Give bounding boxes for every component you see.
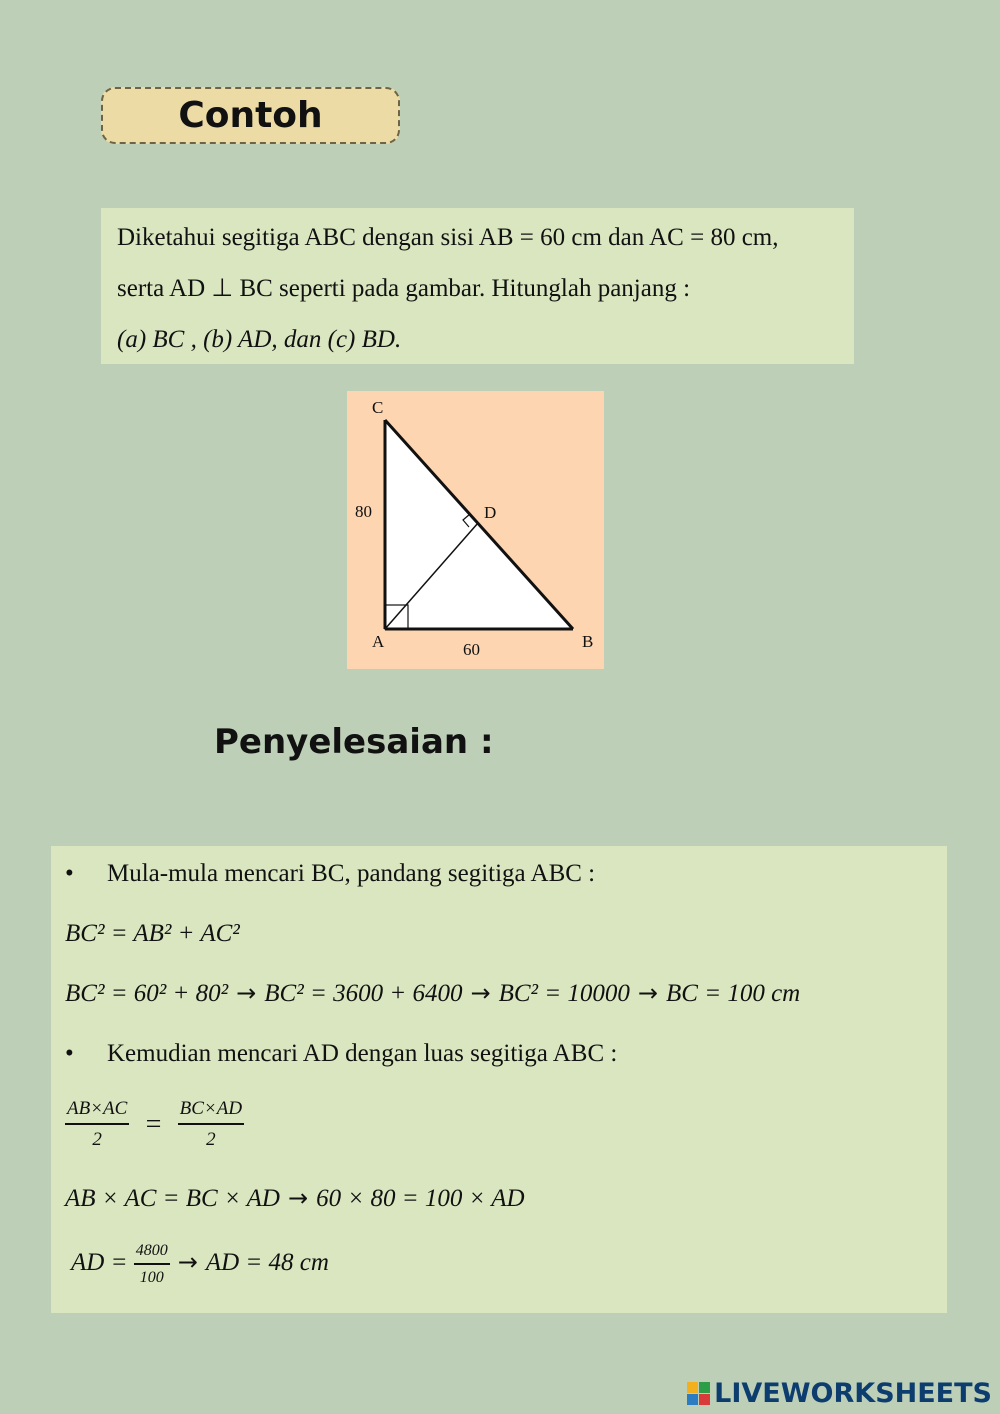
eq4-part-b: 60 × 80 = 100 × AD bbox=[316, 1185, 525, 1212]
label-b: B bbox=[582, 632, 594, 651]
eq2-part-a: BC² = 60² + 80² bbox=[65, 980, 229, 1007]
eq5-result: AD = 48 cm bbox=[205, 1249, 329, 1277]
bullet-icon: • bbox=[65, 1040, 74, 1067]
label-side-80: 80 bbox=[355, 502, 372, 521]
fraction-numerator: 4800 bbox=[134, 1242, 170, 1265]
fraction-numerator: BC×AD bbox=[178, 1098, 244, 1125]
fraction-denominator: 100 bbox=[139, 1269, 164, 1286]
arrow-icon: → bbox=[637, 979, 658, 1007]
equation-ad-result bbox=[71, 1242, 329, 1287]
triangle-diagram bbox=[347, 391, 604, 669]
problem-line-2: serta AD ⊥ BC seperti pada gambar. Hitunglah panjang : bbox=[117, 275, 691, 302]
equation-bc-chain bbox=[65, 979, 800, 1008]
fraction-denominator: 2 bbox=[206, 1129, 216, 1150]
fraction-bc-ad bbox=[178, 1098, 244, 1151]
example-title-text: Contoh bbox=[178, 95, 323, 136]
fraction-ab-ac bbox=[65, 1098, 129, 1151]
watermark-text: LIVEWORKSHEETS bbox=[714, 1378, 992, 1409]
bullet-icon: • bbox=[65, 860, 74, 887]
label-d: D bbox=[484, 503, 497, 522]
bullet-1-text: Mula-mula mencari BC, pandang segitiga ABC : bbox=[107, 860, 596, 887]
label-a: A bbox=[372, 632, 385, 651]
label-side-60: 60 bbox=[463, 640, 480, 659]
eq2-part-c: BC² = 10000 bbox=[498, 980, 630, 1007]
problem-line-3: (a) BC , (b) AD, dan (c) BD. bbox=[117, 326, 402, 353]
equation-pythagoras: BC² = AB² + AC² bbox=[65, 920, 240, 947]
liveworksheets-logo-icon bbox=[687, 1382, 710, 1405]
step-bullet-2 bbox=[65, 1040, 617, 1068]
bullet-2-text: Kemudian mencari AD dengan luas segitiga ABC : bbox=[107, 1040, 618, 1067]
arrow-icon: → bbox=[177, 1248, 198, 1277]
example-title bbox=[101, 87, 400, 144]
eq4-part-a: AB × AC = BC × AD bbox=[65, 1185, 280, 1212]
solution-steps bbox=[51, 846, 947, 1313]
problem-statement bbox=[101, 208, 854, 364]
label-c: C bbox=[372, 398, 384, 417]
arrow-icon: → bbox=[287, 1184, 309, 1212]
equation-area-fractions bbox=[65, 1098, 244, 1151]
equation-product bbox=[65, 1184, 525, 1213]
fraction-4800-100 bbox=[134, 1242, 170, 1287]
eq2-part-b: BC² = 3600 + 6400 bbox=[264, 980, 463, 1007]
equals-sign: = bbox=[145, 1108, 162, 1140]
eq2-part-d: BC = 100 cm bbox=[666, 980, 801, 1007]
liveworksheets-watermark bbox=[687, 1378, 992, 1409]
solution-heading: Penyelesaian : bbox=[214, 722, 494, 762]
fraction-denominator: 2 bbox=[92, 1129, 102, 1150]
arrow-icon: → bbox=[236, 979, 257, 1007]
arrow-icon: → bbox=[470, 979, 491, 1007]
fraction-numerator: AB×AC bbox=[65, 1098, 129, 1125]
step-bullet-1 bbox=[65, 860, 595, 888]
triangle-figure bbox=[347, 391, 604, 669]
eq5-lhs: AD = bbox=[71, 1249, 128, 1277]
problem-line-1: Diketahui segitiga ABC dengan sisi AB = 60 cm dan AC = 80 cm, bbox=[117, 224, 779, 251]
